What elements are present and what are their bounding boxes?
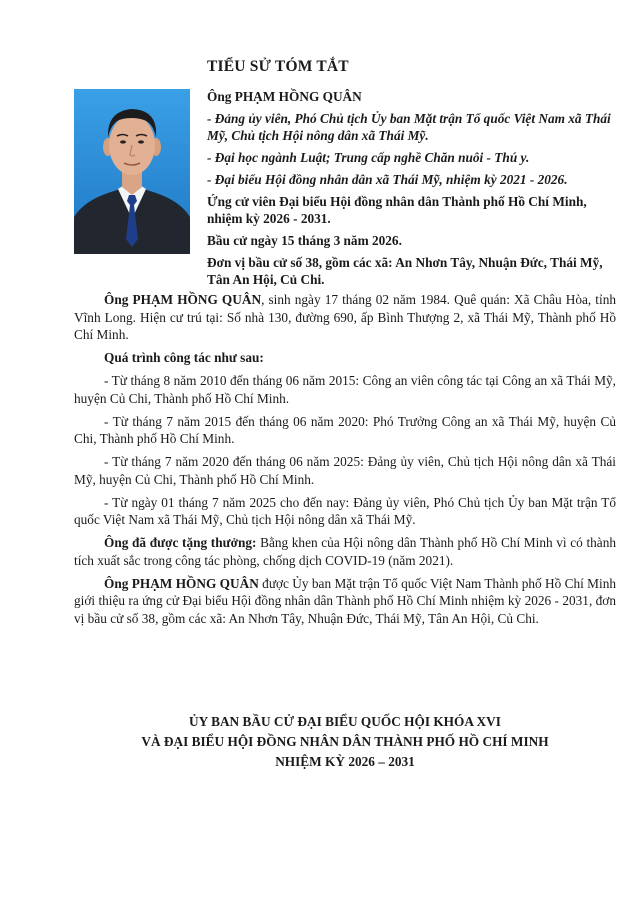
nomination-text: được Ủy ban Mặt trận Tổ quốc Việt Nam Thành phố Hồ Chí Minh giới thiệu ra ứng cử Đại biểu Hội đồng nhân dân Thành phố Hồ Chí Minh nhiệm kỳ 2026 - 2031, đơn vị bầu cử số 38, gồm các xã: An Nhơn Tây, Nhuận Đức, Thái Mỹ, Tân An Hội, Củ Chi. (74, 575, 616, 626)
career-heading (74, 349, 616, 367)
summary-block (207, 88, 615, 293)
career-heading-text: Quá trình công tác như sau: (104, 350, 264, 365)
candidacy-line: Ứng cử viên Đại biểu Hội đồng nhân dân Thành phố Hồ Chí Minh, nhiệm kỳ 2026 - 2031. (207, 194, 587, 226)
career-item: - Từ ngày 01 tháng 7 năm 2025 cho đến nay: Đảng ủy viên, Phó Chủ tịch Ủy ban Mặt trận Tổ quốc Việt Nam xã Thái Mỹ, Chủ tịch Hội nông dân xã Thái Mỹ. (74, 494, 616, 527)
career-item: - Từ tháng 7 năm 2020 đến tháng 06 năm 2025: Đảng ủy viên, Chủ tịch Hội nông dân xã Thái Mỹ, huyện Củ Chi, Thành phố Hồ Chí Minh. (74, 454, 616, 487)
committee-line: VÀ ĐẠI BIỂU HỘI ĐỒNG NHÂN DÂN THÀNH PHỐ HỒ CHÍ MINH (141, 734, 549, 749)
candidate-portrait (74, 89, 190, 254)
election-unit-line: Đơn vị bầu cử số 38, gồm các xã: An Nhơn Tây, Nhuận Đức, Thái Mỹ, Tân An Hội, Củ Chi. (207, 255, 603, 287)
career-item: - Từ tháng 8 năm 2010 đến tháng 06 năm 2015: Công an viên công tác tại Công an xã Thái Mỹ, huyện Củ Chi, Thành phố Hồ Chí Minh. (74, 373, 616, 406)
document-title: TIỂU SỬ TÓM TẮT (207, 58, 349, 75)
intro-name: Ông PHẠM HỒNG QUÂN (104, 292, 262, 307)
intro-text: , sinh ngày 17 tháng 02 năm 1984. Quê quán: Xã Châu Hòa, tỉnh Vĩnh Long. Hiện cư trú tại: Số nhà 130, đường 690, ấp Bình Thượng 2, xã Thái Mỹ, Thành phố Hồ Chí Minh. (74, 292, 616, 342)
nomination-name: Ông PHẠM HỒNG QUÂN (104, 575, 259, 591)
summary-line: - Đại biểu Hội đồng nhân dân xã Thái Mỹ, nhiệm kỳ 2021 - 2026. (207, 172, 568, 187)
intro-paragraph (74, 291, 616, 344)
career-item: - Từ tháng 7 năm 2015 đến tháng 06 năm 2020: Phó Trưởng Công an xã Thái Mỹ, huyện Củ Chi, Thành phố Hồ Chí Minh. (74, 413, 616, 446)
nomination-paragraph (74, 575, 616, 628)
committee-line: ỦY BAN BẦU CỬ ĐẠI BIỂU QUỐC HỘI KHÓA XVI (189, 714, 501, 729)
summary-line: - Đại học ngành Luật; Trung cấp nghề Chăn nuôi - Thú y. (207, 150, 530, 165)
summary-name: Ông PHẠM HỒNG QUÂN (207, 89, 362, 104)
election-date-line: Bầu cử ngày 15 tháng 3 năm 2026. (207, 233, 402, 248)
awards-text: Bằng khen của Hội nông dân Thành phố Hồ Chí Minh vì có thành tích xuất sắc trong công tác phòng, chống dịch COVID-19 (năm 2021). (74, 535, 616, 568)
awards-label: Ông đã được tặng thưởng: (104, 535, 257, 550)
awards-paragraph (74, 534, 616, 569)
biography-body (74, 291, 616, 633)
committee-term: NHIỆM KỲ 2026 – 2031 (275, 754, 415, 769)
issuing-committee (74, 712, 616, 772)
summary-line: - Đảng ủy viên, Phó Chủ tịch Ủy ban Mặt trận Tổ quốc Việt Nam xã Thái Mỹ, Chủ tịch Hội nông dân xã Thái Mỹ. (207, 111, 611, 143)
